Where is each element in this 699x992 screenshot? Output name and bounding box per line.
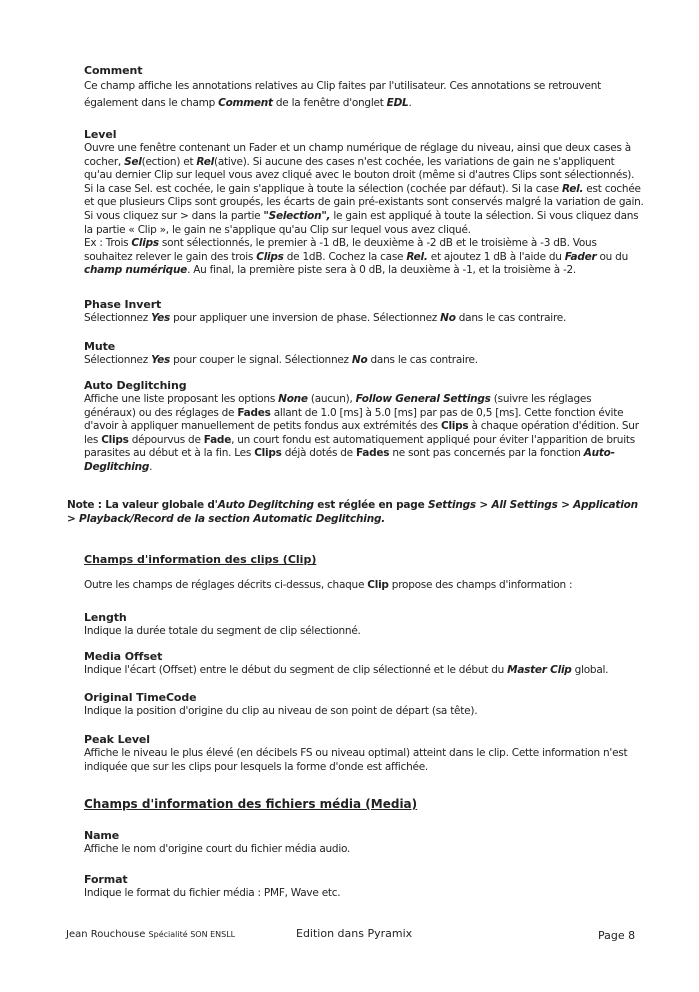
mute-text: Sélectionnez Yes pour couper le signal. Sélectionnez No dans le cas contraire. <box>84 354 478 366</box>
length-section <box>84 611 644 639</box>
mute-section <box>84 340 644 368</box>
deglitch-section <box>84 379 644 475</box>
length-title: Length <box>84 611 127 624</box>
format-title: Format <box>84 873 128 886</box>
footer-author: Jean Rouchouse Spécialité SON ENSLL <box>66 929 236 940</box>
media-offset-title: Media Offset <box>84 650 163 663</box>
footer-page-number: Page 8 <box>598 929 636 942</box>
clip-info-intro: Outre les champs de réglages décrits ci-dessus, chaque Clip propose des champs d'information : <box>84 579 573 591</box>
media-offset-text: Indique l'écart (Offset) entre le début du segment de clip sélectionné et le début du Master Clip global. <box>84 664 609 676</box>
peak-level-section <box>84 733 644 774</box>
timecode-section <box>84 691 644 719</box>
deglitch-text: Affiche une liste proposant les options None (aucun), Follow General Settings (suivre les réglages généraux) ou des réglages de Fades allant de 1.0 [ms] à 5.0 [ms] par pas de 0,5 [ms]. Cette fonction évite d'avoir à appliquer manuellement de petits fondus aux extrémités des Clips à chaque opération d'édition. Sur les Clips dépourvus de Fade, un court fondu est automatiquement appliqué pour éviter l'apparition de bruits parasites au début et à la fin. Les Clips déjà dotés de Fades ne sont pas concernés par la fonction Auto-Deglitching. <box>84 393 639 473</box>
format-text: Indique le format du fichier média : PMF, Wave etc. <box>84 887 341 899</box>
level-text-1: Ouvre une fenêtre contenant un Fader et un champ numérique de réglage du niveau, ainsi que deux cases à cocher, Sel(ection) et Rel(ative). Si aucune des cases n'est cochée, les variations de gain ne s'appliquent qu'au dernier Clip sur lequel vous avez cliqué avec le bouton droit (même si d'autres Clips sont sélectionnés). Si la case Sel. est cochée, le gain s'applique à toute la sélection (cochée par défaut). Si la case Rel. est cochée et que plusieurs Clips sont groupés, les écarts de gain pré-existants sont conservés malgré la variation de gain. <box>84 142 644 209</box>
deglitch-title: Auto Deglitching <box>84 379 187 392</box>
comment-text: Ce champ affiche les annotations relatives au Clip faites par l'utilisateur. Ces annotations se retrouvent également dans le champ Comment de la fenêtre d'onglet EDL. <box>84 80 601 109</box>
format-section <box>84 873 644 901</box>
name-title: Name <box>84 829 120 842</box>
comment-title: Comment <box>84 64 143 77</box>
level-title: Level <box>84 128 117 141</box>
timecode-text: Indique la position d'origine du clip au niveau de son point de départ (sa tête). <box>84 705 478 717</box>
name-text: Affiche le nom d'origine court du fichier média audio. <box>84 843 351 855</box>
level-section <box>84 128 644 278</box>
level-text-3: Ex : Trois Clips sont sélectionnés, le premier à -1 dB, le deuxième à -2 dB et le troisième à -3 dB. Vous souhaitez relever le gain des trois Clips de 1dB. Cochez la case Rel. et ajoutez 1 dB à l'aide du Fader ou du champ numérique. Au final, la première piste sera à 0 dB, la deuxième à -1, et la troisième à -2. <box>84 237 628 277</box>
name-section <box>84 829 644 857</box>
phase-title: Phase Invert <box>84 298 162 311</box>
footer-center: Edition dans Pyramix <box>296 927 413 940</box>
level-text-2: Si vous cliquez sur > dans la partie "Selection", le gain est appliqué à toute la sélection. Si vous cliquez dans la partie « Clip », le gain ne s'applique qu'au Clip sur lequel vous avez cliqué. <box>84 209 639 236</box>
phase-section <box>84 298 644 326</box>
comment-section <box>84 64 644 112</box>
peak-level-title: Peak Level <box>84 733 150 746</box>
phase-text: Sélectionnez Yes pour appliquer une inversion de phase. Sélectionnez No dans le cas contraire. <box>84 312 567 324</box>
length-text: Indique la durée totale du segment de clip sélectionné. <box>84 625 361 637</box>
media-info-heading: Champs d'information des fichiers média (Media) <box>84 797 418 811</box>
timecode-title: Original TimeCode <box>84 691 197 704</box>
clip-info-heading: Champs d'information des clips (Clip) <box>84 553 317 566</box>
peak-level-text: Affiche le niveau le plus élevé (en décibels FS ou niveau optimal) atteint dans le clip. Cette information n'est indiquée que sur les clips pour lesquels la forme d'onde est affichée. <box>84 747 628 773</box>
note-paragraph: Note : La valeur globale d'Auto Deglitching est réglée en page Settings > All Settings > Application > Playback/Record de la section Automatic Deglitching. <box>67 499 638 525</box>
media-offset-section <box>84 650 644 678</box>
mute-title: Mute <box>84 340 116 353</box>
